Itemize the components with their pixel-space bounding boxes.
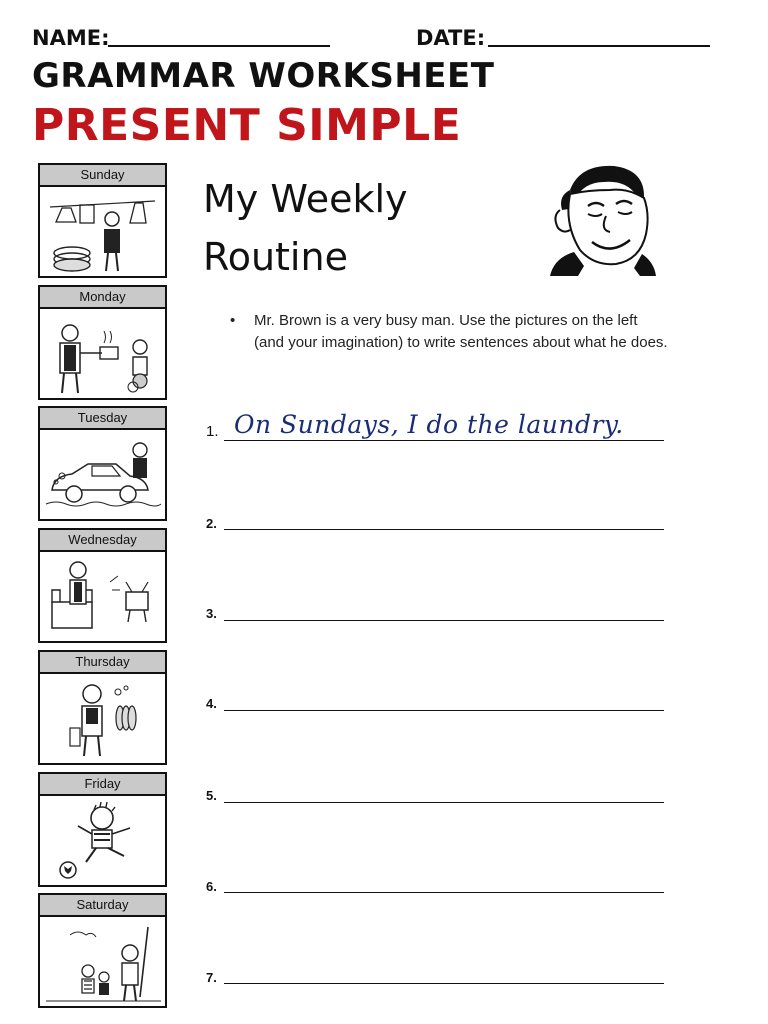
fishing-illustration xyxy=(40,917,165,1006)
washing-dishes-illustration xyxy=(40,674,165,763)
name-field[interactable] xyxy=(108,45,330,47)
answer-7-line[interactable] xyxy=(224,983,664,984)
day-label: Sunday xyxy=(40,165,165,187)
day-panel-monday xyxy=(38,285,167,400)
bullet-icon: • xyxy=(230,312,236,329)
date-label: DATE: xyxy=(416,26,486,50)
answer-1-text: On Sundays, I do the laundry. xyxy=(234,410,624,439)
answer-3-line[interactable] xyxy=(224,620,664,621)
day-label: Thursday xyxy=(40,652,165,674)
answer-number: 4. xyxy=(206,696,217,711)
day-panel-wednesday xyxy=(38,528,167,643)
answer-1-line[interactable] xyxy=(224,440,664,441)
answer-6-line[interactable] xyxy=(224,892,664,893)
date-field[interactable] xyxy=(488,45,710,47)
day-panel-friday xyxy=(38,772,167,887)
routine-title-line1: My Weekly xyxy=(203,177,408,221)
routine-title xyxy=(203,170,408,286)
instruction-text xyxy=(230,310,670,354)
answer-number: 3. xyxy=(206,606,217,621)
worksheet-subtitle: PRESENT SIMPLE xyxy=(32,100,462,151)
answer-2-line[interactable] xyxy=(224,529,664,530)
answer-number: 7. xyxy=(206,970,217,985)
washing-car-illustration xyxy=(40,430,165,519)
day-label: Monday xyxy=(40,287,165,309)
answer-number: 5. xyxy=(206,788,217,803)
laundry-illustration xyxy=(40,187,165,276)
answer-5-line[interactable] xyxy=(224,802,664,803)
watching-tv-illustration xyxy=(40,552,165,641)
mr-brown-portrait xyxy=(540,160,660,276)
worksheet-title: GRAMMAR WORKSHEET xyxy=(32,56,495,96)
answer-number: 2. xyxy=(206,516,217,531)
instruction-body: Mr. Brown is a very busy man. Use the pictures on the left (and your imagination) to write sentences about what he does. xyxy=(254,312,668,351)
day-label: Friday xyxy=(40,774,165,796)
day-label: Saturday xyxy=(40,895,165,917)
name-label: NAME: xyxy=(32,26,110,50)
day-label: Tuesday xyxy=(40,408,165,430)
day-panel-tuesday xyxy=(38,406,167,521)
cooking-illustration xyxy=(40,309,165,398)
answer-4-line[interactable] xyxy=(224,710,664,711)
routine-title-line2: Routine xyxy=(203,235,348,279)
answer-number: 1. xyxy=(206,423,219,440)
day-panel-saturday xyxy=(38,893,167,1008)
day-panel-sunday xyxy=(38,163,167,278)
answer-number: 6. xyxy=(206,879,217,894)
day-panel-thursday xyxy=(38,650,167,765)
day-label: Wednesday xyxy=(40,530,165,552)
playing-soccer-illustration xyxy=(40,796,165,885)
